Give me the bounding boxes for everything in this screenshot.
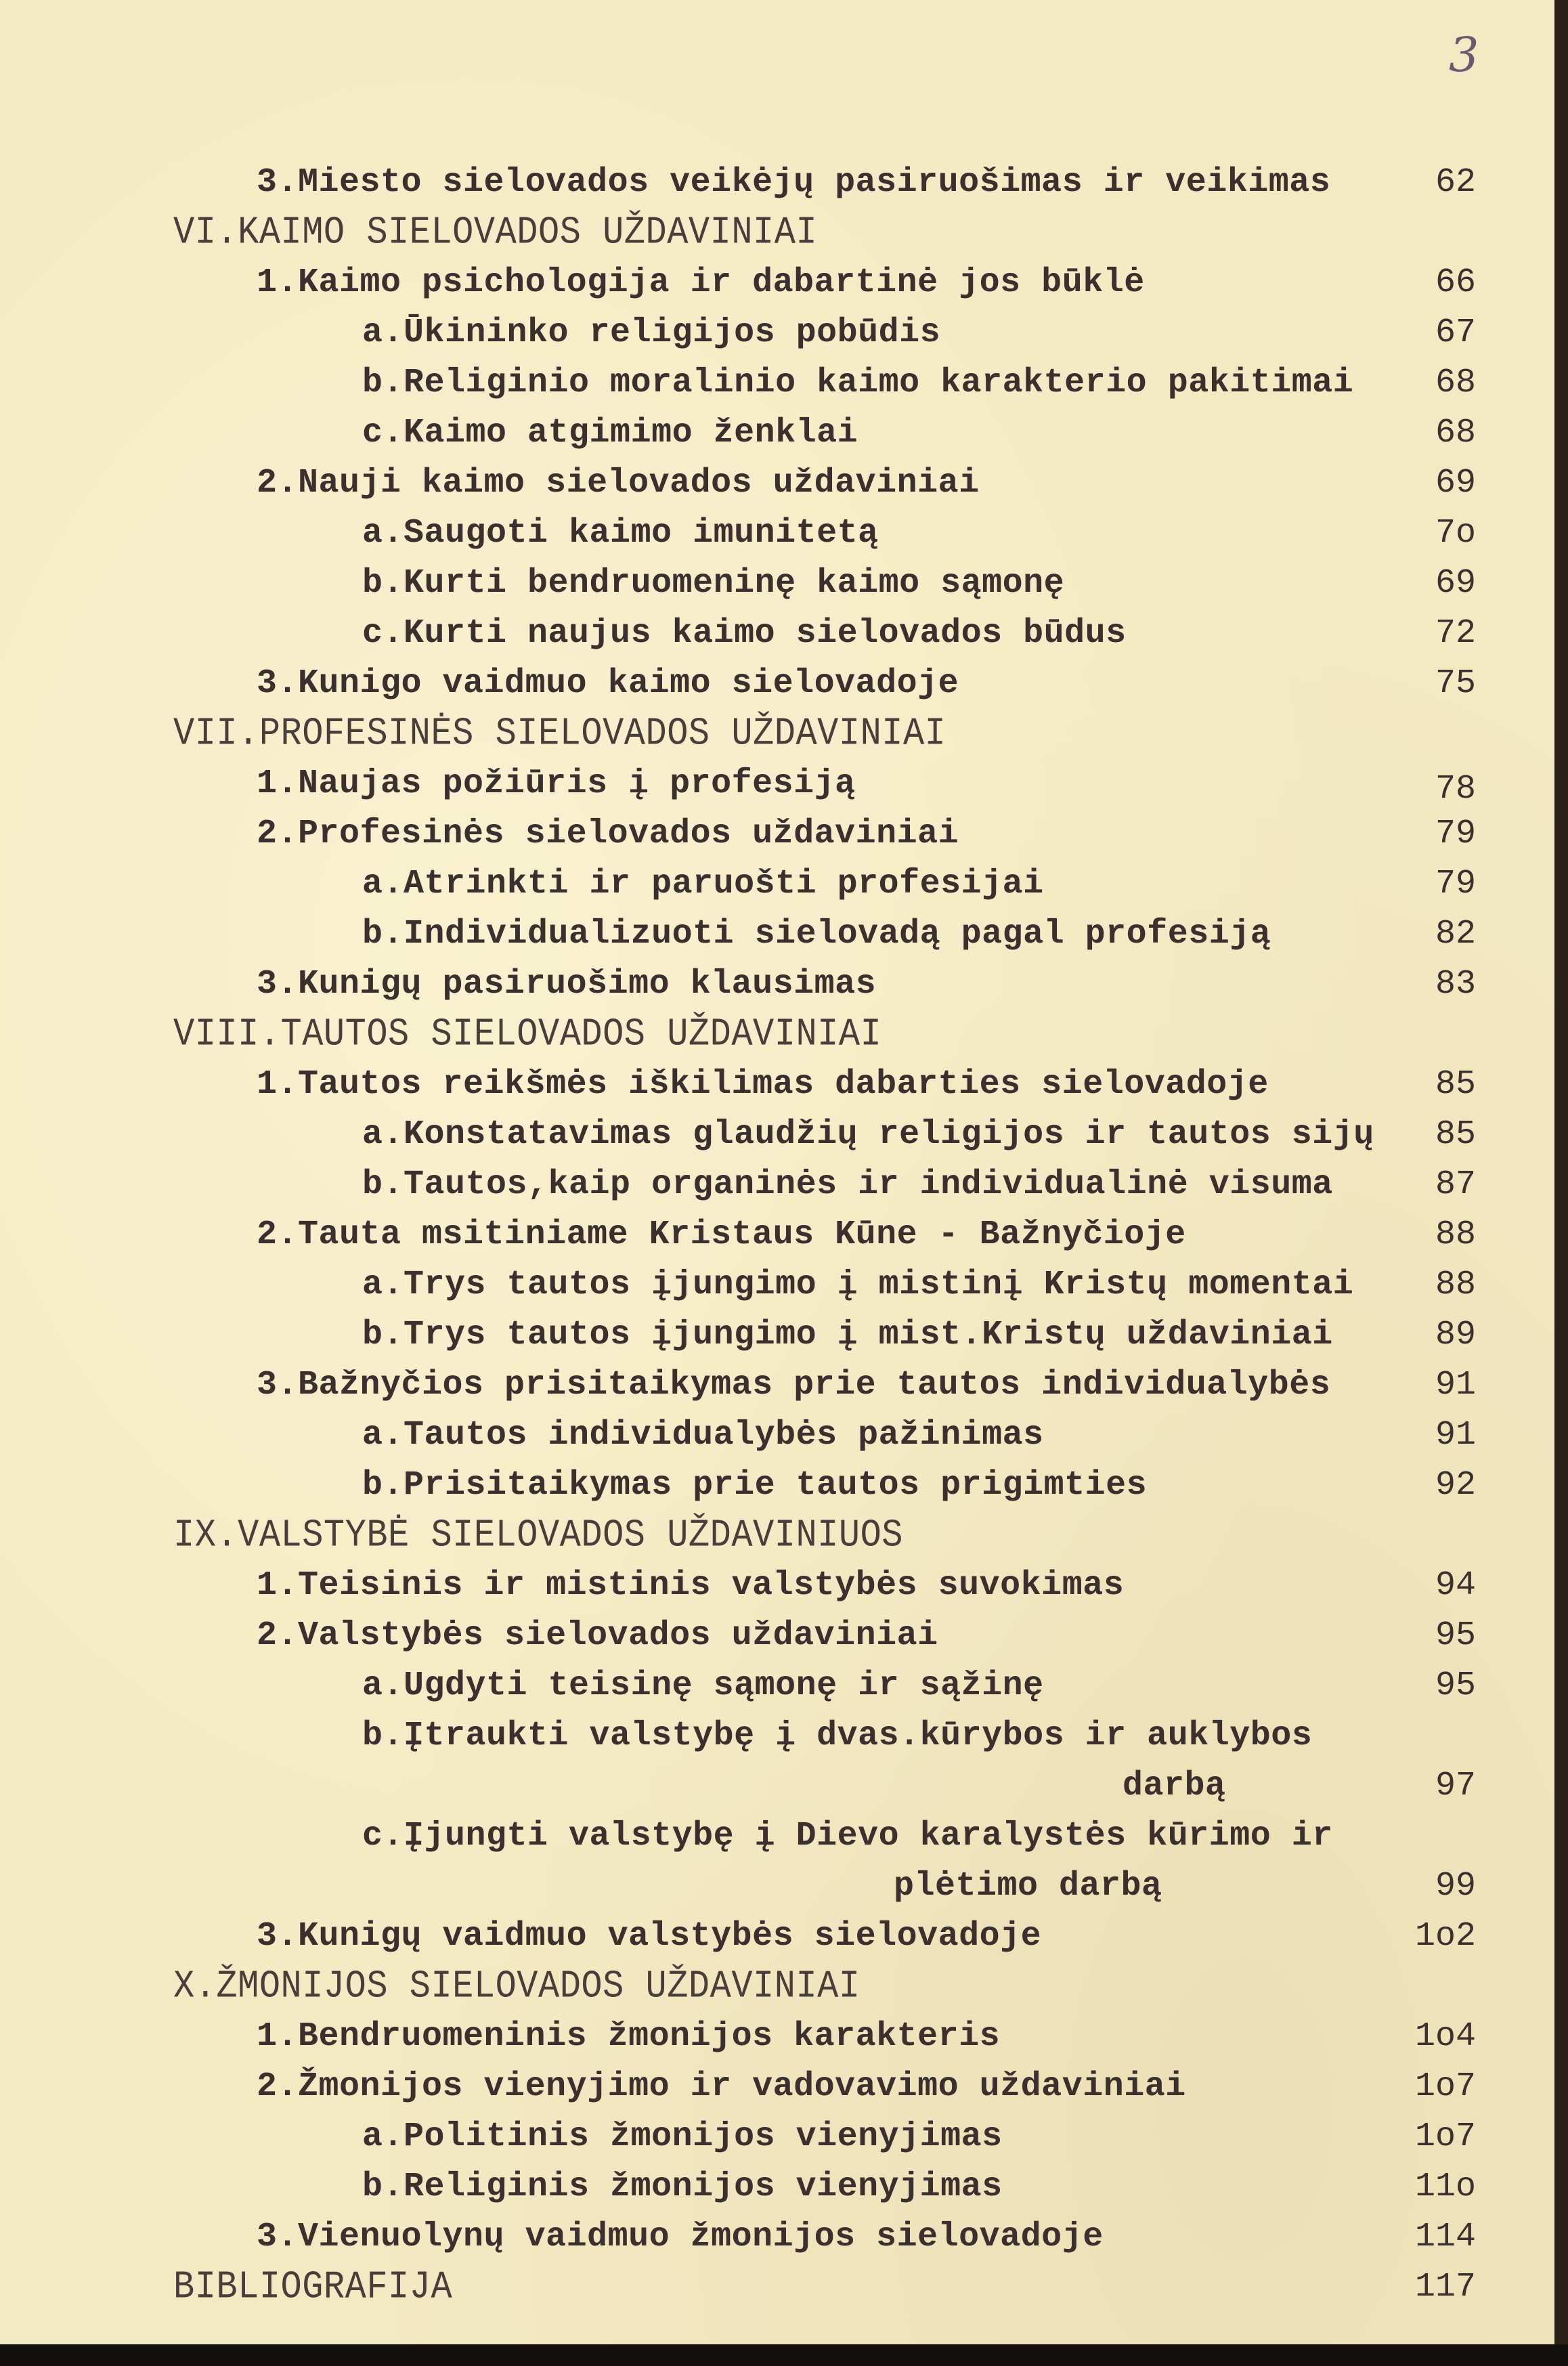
toc-entry-title: 2.Nauji kaimo sielovados uždaviniai: [257, 464, 980, 502]
toc-entry-title: b.Prisitaikymas prie tautos prigimties: [362, 1466, 1148, 1505]
toc-entry: [0, 664, 1554, 704]
toc-page-number: 117: [1414, 2268, 1476, 2306]
toc-entry-title: b.Religinio moralinio kaimo karakterio pakitimai: [362, 364, 1354, 402]
toc-entry-title: 1.Bendruomeninis žmonijos karakteris: [257, 2017, 1001, 2056]
toc-entry: [0, 764, 1554, 809]
toc-page-number: 85: [1435, 1115, 1476, 1154]
toc-entry: [0, 1415, 1554, 1456]
toc-page-number: 62: [1435, 163, 1476, 202]
toc-entry-title: b.Trys tautos įjungimo į mist.Kristų uždaviniai: [362, 1316, 1333, 1354]
toc-page-number: 91: [1435, 1416, 1476, 1455]
toc-page-number: 68: [1435, 364, 1476, 402]
toc-entry: [0, 1064, 1554, 1105]
toc-page-number: 114: [1414, 2218, 1476, 2256]
toc-entry: [0, 163, 1554, 203]
toc-entry: [0, 1916, 1554, 1957]
toc-entry: [0, 1365, 1554, 1406]
toc-page-number: 82: [1435, 915, 1476, 953]
toc-page-number: 94: [1435, 1566, 1476, 1605]
toc-page-number: 68: [1435, 414, 1476, 452]
toc-entry-title: IX.VALSTYBĖ SIELOVADOS UŽDAVINIUOS: [173, 1513, 903, 1557]
toc-entry-title: 1.Tautos reikšmės iškilimas dabarties sielovadoje: [257, 1065, 1269, 1104]
toc-chapter-heading: [0, 1014, 1554, 1055]
toc-page-number: 92: [1435, 1466, 1476, 1505]
toc-page-number: 75: [1435, 664, 1476, 703]
toc-entry-title: 3.Miesto sielovados veikėjų pasiruošimas ir veikimas: [257, 163, 1331, 202]
scan-edge-bottom: [0, 2344, 1568, 2366]
toc-entry: [0, 463, 1554, 504]
toc-entry: [0, 1616, 1554, 1656]
toc-entry: [0, 2117, 1554, 2157]
toc-entry: [0, 614, 1554, 654]
toc-page-number: 79: [1435, 865, 1476, 903]
toc-chapter-heading: [0, 1966, 1554, 2007]
toc-chapter-heading: [0, 714, 1554, 754]
toc-page-number: 1o7: [1414, 2067, 1476, 2106]
toc-entry-title: b.Įtraukti valstybę į dvas.kūrybos ir auklybos: [362, 1717, 1313, 1755]
toc-entry: [0, 263, 1554, 303]
toc-page-number: 95: [1435, 1666, 1476, 1705]
toc-entry: [0, 864, 1554, 905]
toc-entry: [0, 814, 1554, 855]
toc-entry: [0, 1115, 1554, 1155]
toc-page-number: 83: [1435, 965, 1476, 1004]
toc-entry: [0, 1465, 1554, 1506]
toc-entry-title: 3.Kunigų vaidmuo valstybės sielovadoje: [257, 1917, 1042, 1956]
toc-entry: [0, 1315, 1554, 1356]
toc-entry-title: a.Ūkininko religijos pobūdis: [362, 314, 941, 352]
toc-chapter-heading: [0, 1515, 1554, 1556]
toc-page-number: 69: [1435, 564, 1476, 603]
toc-entry-title: 2.Tauta msitiniame Kristaus Kūne - Bažnyčioje: [257, 1216, 1186, 1254]
toc-entry: [0, 2167, 1554, 2208]
toc-page-number: 97: [1435, 1767, 1476, 1805]
toc-entry-title: 1.Teisinis ir mistinis valstybės suvokimas: [257, 1566, 1125, 1605]
toc-entry: [0, 363, 1554, 404]
toc-entry-title: 3.Kunigų pasiruošimo klausimas: [257, 965, 877, 1004]
toc-entry-title: darbą: [1123, 1767, 1226, 1805]
toc-page-number: 99: [1435, 1867, 1476, 1906]
toc-page-number: 95: [1435, 1616, 1476, 1655]
toc-page-number: 79: [1435, 815, 1476, 853]
toc-entry: [0, 313, 1554, 353]
toc-entry: [0, 1165, 1554, 1205]
toc-entry: [0, 2217, 1554, 2258]
toc-page-number: 66: [1435, 263, 1476, 302]
toc-page-number: 88: [1435, 1266, 1476, 1304]
toc-entry: [0, 1566, 1554, 1606]
toc-entry-title: b.Tautos,kaip organinės ir individualinė visuma: [362, 1165, 1333, 1204]
toc-entry-title: 1.Naujas požiūris į profesiją: [257, 765, 856, 803]
toc-entry: [0, 413, 1554, 454]
toc-page-number: 67: [1435, 314, 1476, 352]
toc-entry-title: a.Trys tautos įjungimo į mistinį Kristų momentai: [362, 1266, 1354, 1304]
toc-entry-title: BIBLIOGRAFIJA: [173, 2265, 453, 2309]
toc-entry-title: 2.Profesinės sielovados uždaviniai: [257, 815, 959, 853]
toc-entry: [0, 2017, 1554, 2057]
toc-entry-title: X.ŽMONIJOS SIELOVADOS UŽDAVINIAI: [173, 1964, 861, 2008]
toc-entry-title: VII.PROFESINĖS SIELOVADOS UŽDAVINIAI: [173, 712, 946, 756]
toc-entry: [0, 1816, 1554, 1857]
toc-page-number: 72: [1435, 614, 1476, 653]
toc-entry-title: a.Ugdyti teisinę sąmonę ir sąžinę: [362, 1666, 1044, 1705]
toc-chapter-heading: [0, 213, 1554, 253]
toc-entry-title: a.Tautos individualybės pažinimas: [362, 1416, 1044, 1455]
toc-entry-title: VI.KAIMO SIELOVADOS UŽDAVINIAI: [173, 211, 818, 255]
toc-entry-title: b.Kurti bendruomeninę kaimo sąmonę: [362, 564, 1065, 603]
toc-entry-title: c.Kurti naujus kaimo sielovados būdus: [362, 614, 1127, 653]
toc-entry-title: 2.Žmonijos vienyjimo ir vadovavimo uždaviniai: [257, 2067, 1186, 2106]
toc-entry-title: 3.Bažnyčios prisitaikymas prie tautos individualybės: [257, 1366, 1331, 1404]
toc-page-number: 1o7: [1414, 2117, 1476, 2156]
toc-page-number: 11o: [1414, 2168, 1476, 2206]
toc-entry-title: 2.Valstybės sielovados uždaviniai: [257, 1616, 938, 1655]
toc-page-number: 69: [1435, 464, 1476, 502]
toc-entry: [0, 1766, 1554, 1807]
toc-entry: [0, 2067, 1554, 2107]
toc-entry-title: b.Individualizuoti sielovadą pagal profesiją: [362, 915, 1271, 953]
toc-page-number: 1o2: [1414, 1917, 1476, 1956]
toc-page-number: 91: [1435, 1366, 1476, 1404]
toc-entry-title: a.Saugoti kaimo imunitetą: [362, 514, 879, 553]
scan-edge-right: [1554, 0, 1568, 2366]
toc-entry: [0, 1866, 1554, 1907]
handwritten-page-number: 3: [1449, 27, 1479, 83]
toc-entry: [0, 914, 1554, 955]
toc-entry: [0, 1716, 1554, 1757]
toc-entry-title: b.Religinis žmonijos vienyjimas: [362, 2168, 1003, 2206]
toc-entry: [0, 1265, 1554, 1306]
toc-entry: [0, 513, 1554, 554]
toc-entry-title: a.Konstatavimas glaudžių religijos ir tautos sijų: [362, 1115, 1374, 1154]
toc-page-number: 89: [1435, 1316, 1476, 1354]
toc-page-number: 88: [1435, 1216, 1476, 1254]
toc-page-number: 87: [1435, 1165, 1476, 1204]
toc-entry: [0, 964, 1554, 1005]
toc-entry: [0, 1666, 1554, 1706]
toc-entry-title: VIII.TAUTOS SIELOVADOS UŽDAVINIAI: [173, 1012, 882, 1056]
toc-entry: [0, 563, 1554, 604]
toc-entry-title: a.Politinis žmonijos vienyjimas: [362, 2117, 1003, 2156]
toc-page-number: 78: [1435, 770, 1476, 809]
toc-page-number: 7o: [1435, 514, 1476, 553]
toc-page-number: 1o4: [1414, 2017, 1476, 2056]
toc-entry-title: c.Kaimo atgimimo ženklai: [362, 414, 858, 452]
toc-entry-title: plėtimo darbą: [894, 1867, 1162, 1906]
toc-entry-title: 1.Kaimo psichologija ir dabartinė jos būklė: [257, 263, 1145, 302]
toc-entry: [0, 1215, 1554, 1255]
toc-entry-title: c.Įjungti valstybę į Dievo karalystės kūrimo ir: [362, 1817, 1333, 1855]
toc-entry-title: 3.Kunigo vaidmuo kaimo sielovadoje: [257, 664, 959, 703]
toc-page-number: 85: [1435, 1065, 1476, 1104]
toc-entry-title: 3.Vienuolynų vaidmuo žmonijos sielovadoje: [257, 2218, 1104, 2256]
toc-entry-title: a.Atrinkti ir paruošti profesijai: [362, 865, 1044, 903]
toc-chapter-heading: [0, 2267, 1554, 2308]
